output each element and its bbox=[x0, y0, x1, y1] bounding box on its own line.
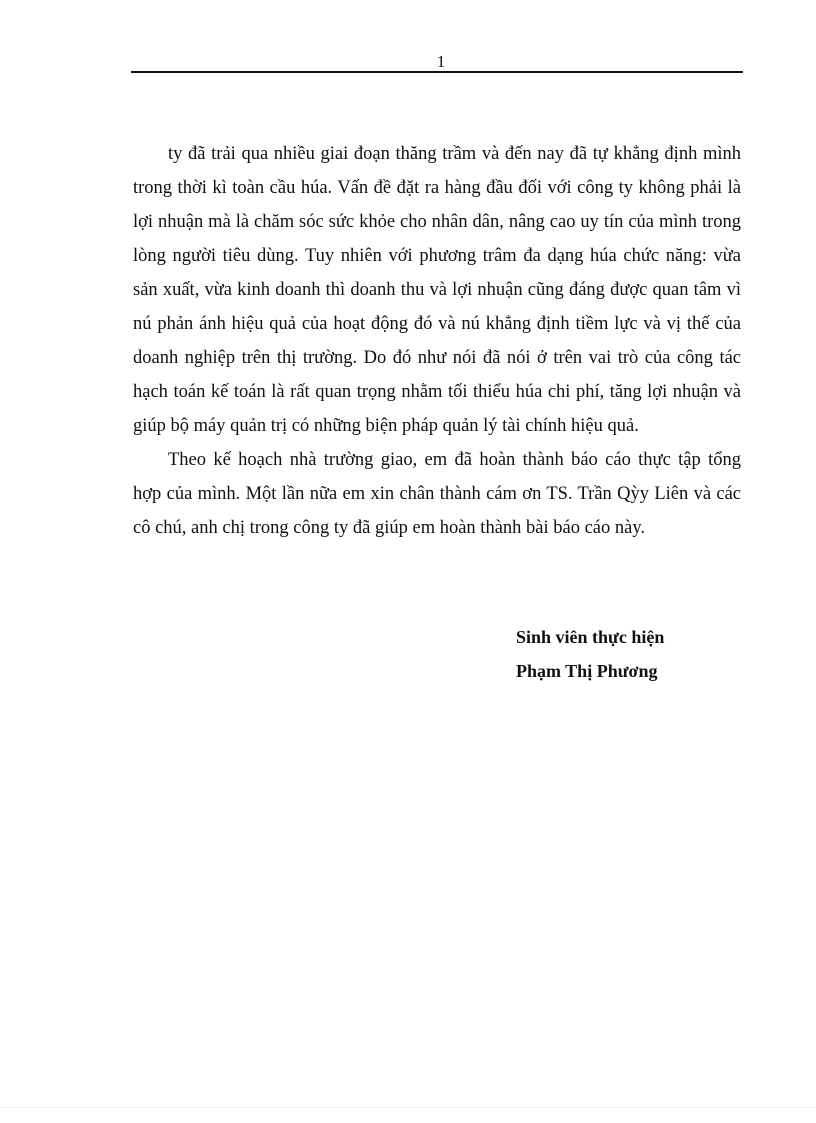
text-line: trong thời kì toàn cầu húa. Vấn đề đặt ra hàng đầu đối với công ty không phải là bbox=[133, 178, 741, 198]
signature-name: Phạm Thị Phương bbox=[516, 661, 658, 681]
paragraph-continuation bbox=[133, 137, 741, 443]
signature-role: Sinh viên thực hiện bbox=[516, 627, 665, 647]
paragraph-closing bbox=[133, 443, 741, 545]
text-line: lòng người tiêu dùng. Tuy nhiên với phương trâm đa dạng húa chức năng: vừa bbox=[133, 246, 741, 266]
text-line: hợp của mình. Một lần nữa em xin chân thành cám ơn TS. Trần Qỳy Liên và các bbox=[133, 484, 741, 504]
bottom-border bbox=[0, 1107, 816, 1108]
text-line: Theo kế hoạch nhà trường giao, em đã hoàn thành báo cáo thực tập tổng bbox=[168, 450, 741, 470]
text-line: hạch toán kế toán là rất quan trọng nhằm tối thiểu húa chi phí, tăng lợi nhuận và bbox=[133, 382, 741, 402]
header-rule bbox=[131, 71, 743, 73]
text-line: ty đã trải qua nhiều giai đoạn thăng trầm và đến nay đã tự khẳng định mình bbox=[168, 144, 741, 164]
text-line: cô chú, anh chị trong công ty đã giúp em hoàn thành bài báo cáo này. bbox=[133, 518, 646, 538]
text-line: lợi nhuận mà là chăm sóc sức khỏe cho nhân dân, nâng cao uy tín của mình trong bbox=[133, 212, 741, 232]
page-number: 1 bbox=[436, 52, 446, 71]
text-line: doanh nghiệp trên thị trường. Do đó như nói đã nói ở trên vai trò của công tác bbox=[133, 348, 741, 368]
text-line: sản xuất, vừa kinh doanh thì doanh thu và lợi nhuận cũng đáng được quan tâm vì bbox=[133, 280, 741, 300]
signature-block bbox=[516, 620, 664, 688]
document-body bbox=[133, 137, 741, 545]
text-line: giúp bộ máy quản trị có những biện pháp quản lý tài chính hiệu quả. bbox=[133, 416, 639, 436]
text-line: nú phản ánh hiệu quả của hoạt động đó và nú khẳng định tiềm lực và vị thế của bbox=[133, 314, 741, 334]
